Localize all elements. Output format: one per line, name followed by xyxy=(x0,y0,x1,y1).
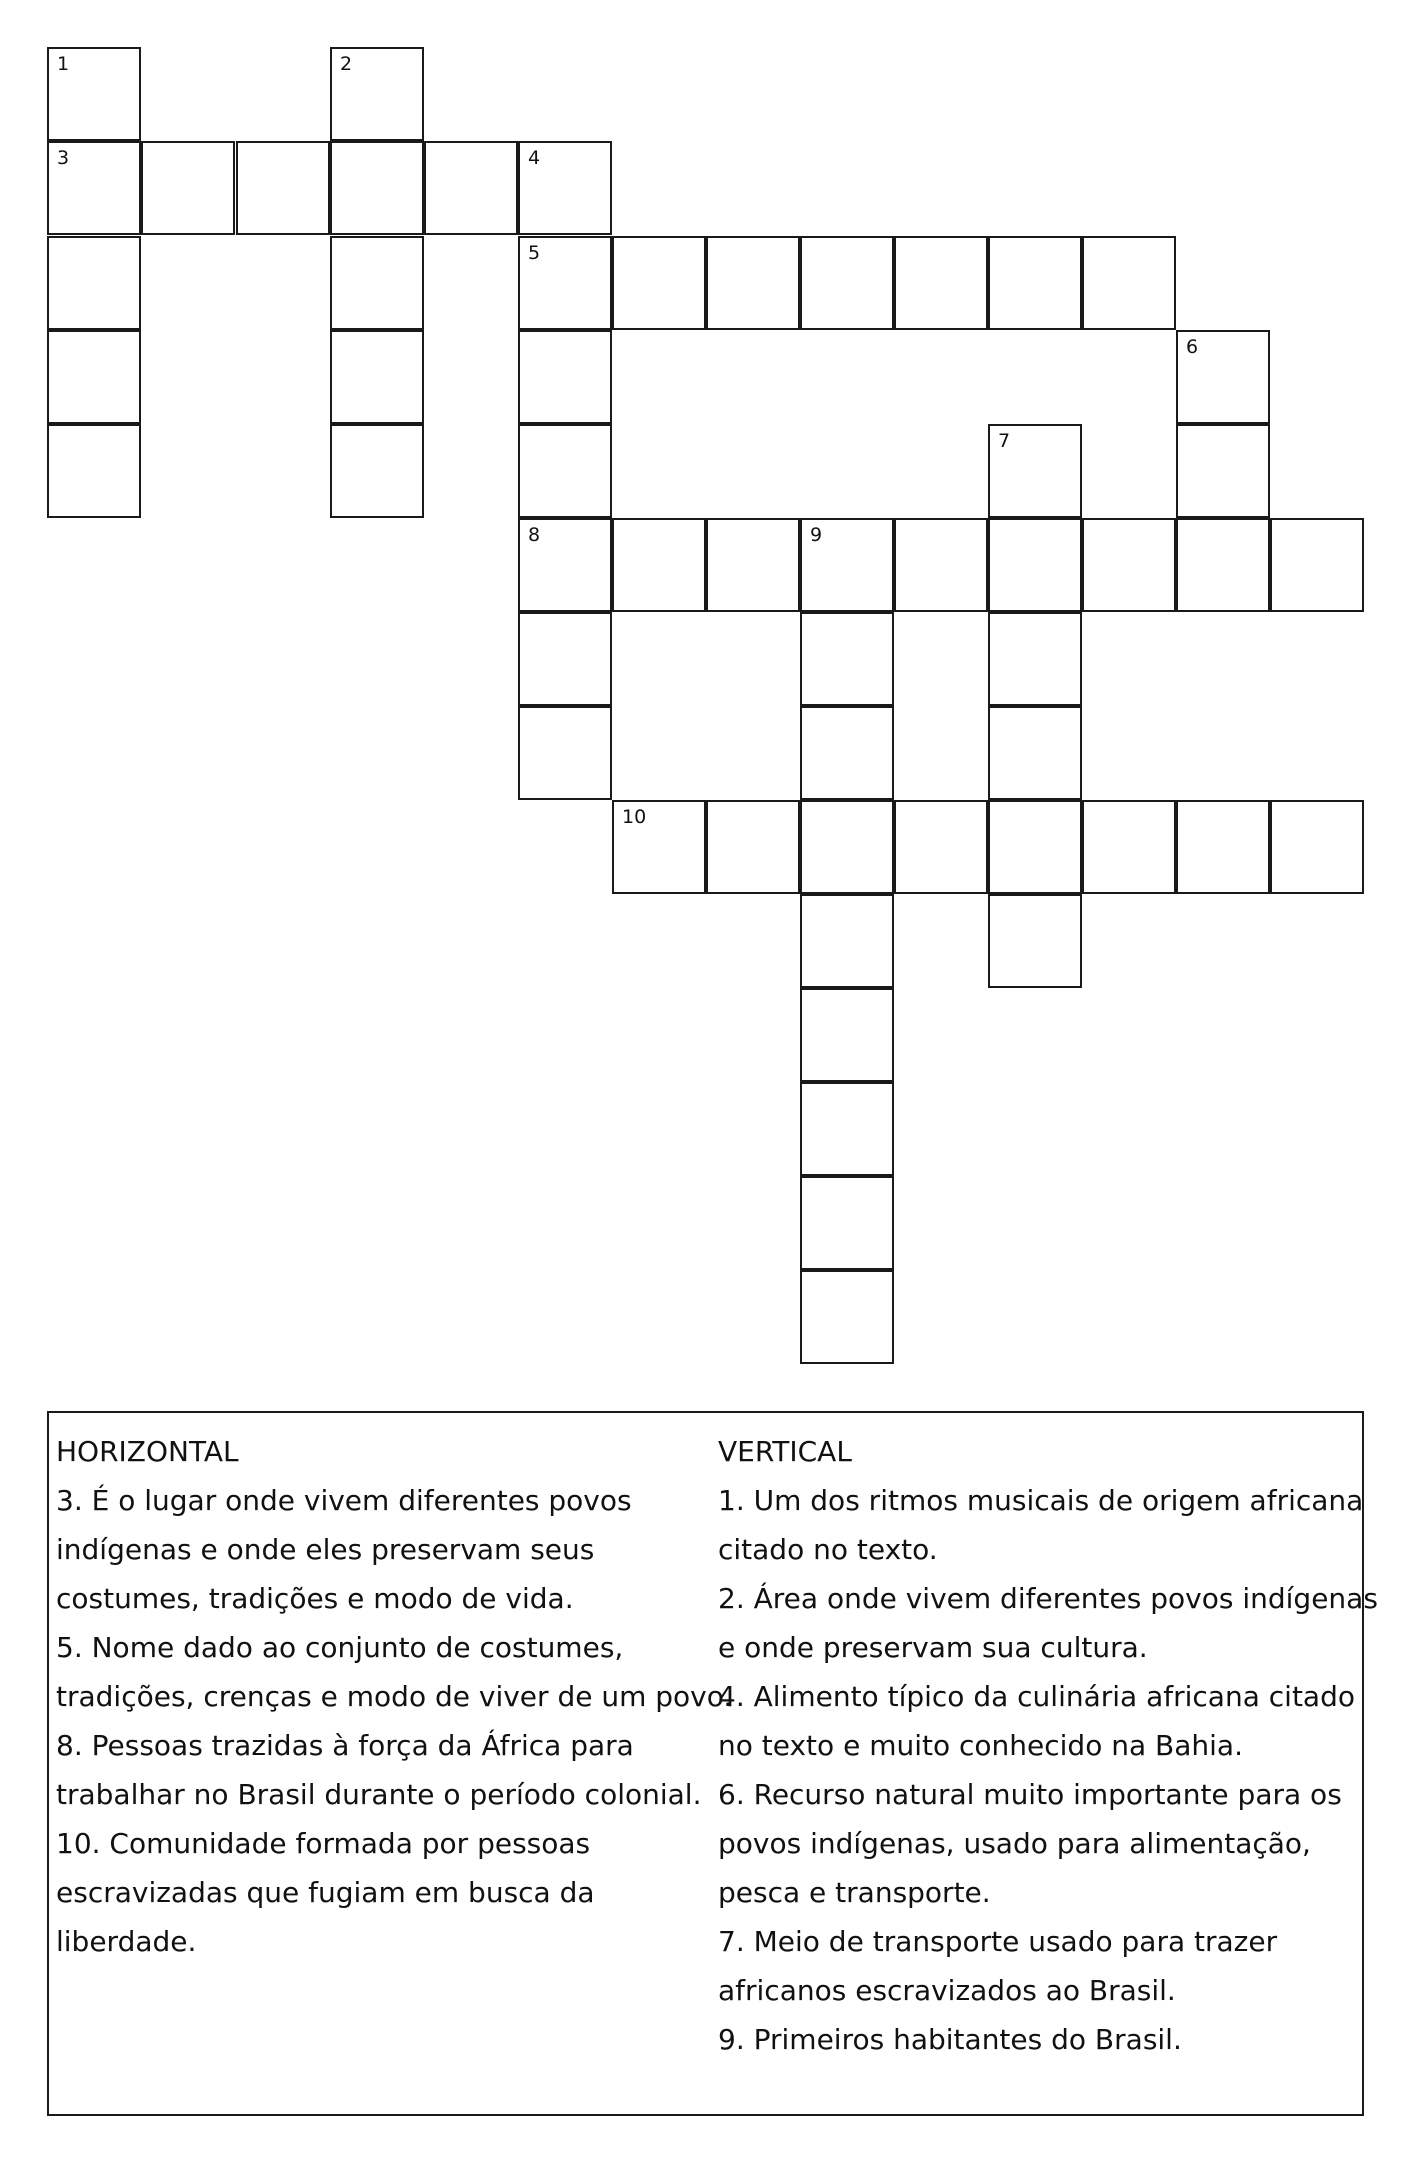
crossword-cell[interactable] xyxy=(518,236,612,330)
crossword-cell[interactable] xyxy=(518,424,612,518)
crossword-cell[interactable] xyxy=(236,141,330,235)
crossword-cell[interactable] xyxy=(330,236,424,330)
clue-number: 6 xyxy=(1186,336,1199,358)
crossword-cell[interactable] xyxy=(800,706,894,800)
crossword-cell[interactable] xyxy=(1176,424,1270,518)
clue-line: 7. Meio de transporte usado para trazer xyxy=(718,1925,1278,1958)
crossword-cell[interactable] xyxy=(894,518,988,612)
crossword-cell[interactable] xyxy=(800,1176,894,1270)
crossword-cell[interactable] xyxy=(330,141,424,235)
crossword-cell[interactable] xyxy=(47,330,141,424)
crossword-cell[interactable] xyxy=(894,236,988,330)
clue-line: pesca e transporte. xyxy=(718,1876,991,1909)
crossword-cell[interactable] xyxy=(1082,236,1176,330)
crossword-cell[interactable] xyxy=(988,612,1082,706)
crossword-cell[interactable] xyxy=(1176,800,1270,894)
crossword-cell[interactable] xyxy=(800,894,894,988)
clue-line: 9. Primeiros habitantes do Brasil. xyxy=(718,2023,1182,2056)
clue-line: 10. Comunidade formada por pessoas xyxy=(56,1827,591,1860)
clue-number: 7 xyxy=(998,430,1011,452)
horizontal-heading: HORIZONTAL xyxy=(56,1435,239,1468)
crossword-cell[interactable] xyxy=(47,424,141,518)
crossword-cell[interactable] xyxy=(988,706,1082,800)
clue-line: 6. Recurso natural muito importante para os xyxy=(718,1778,1342,1811)
crossword-cell[interactable] xyxy=(1176,518,1270,612)
crossword-cell[interactable] xyxy=(988,800,1082,894)
clue-line: indígenas e onde eles preservam seus xyxy=(56,1533,595,1566)
crossword-cell[interactable] xyxy=(706,236,800,330)
crossword-cell[interactable] xyxy=(612,518,706,612)
vertical-heading: VERTICAL xyxy=(718,1435,852,1468)
crossword-cell[interactable] xyxy=(988,236,1082,330)
clue-line: povos indígenas, usado para alimentação, xyxy=(718,1827,1311,1860)
crossword-cell[interactable] xyxy=(518,330,612,424)
clue-number: 3 xyxy=(57,147,70,169)
crossword-cell[interactable] xyxy=(612,236,706,330)
clue-line: tradições, crenças e modo de viver de um povo. xyxy=(56,1680,733,1713)
crossword-cell[interactable] xyxy=(518,612,612,706)
clue-line: 3. É o lugar onde vivem diferentes povos xyxy=(56,1484,632,1517)
crossword-cell[interactable] xyxy=(424,141,518,235)
clue-line: trabalhar no Brasil durante o período colonial. xyxy=(56,1778,702,1811)
crossword-cell[interactable] xyxy=(1176,330,1270,424)
clue-line: no texto e muito conhecido na Bahia. xyxy=(718,1729,1243,1762)
crossword-cell[interactable] xyxy=(612,800,706,894)
crossword-cell[interactable] xyxy=(518,706,612,800)
clue-number: 8 xyxy=(528,524,541,546)
clue-number: 4 xyxy=(528,147,541,169)
crossword-cell[interactable] xyxy=(1270,518,1364,612)
crossword-cell[interactable] xyxy=(800,612,894,706)
clue-line: 8. Pessoas trazidas à força da África para xyxy=(56,1729,634,1762)
crossword-cell[interactable] xyxy=(47,141,141,235)
crossword-cell[interactable] xyxy=(330,424,424,518)
clue-line: 1. Um dos ritmos musicais de origem africana xyxy=(718,1484,1364,1517)
crossword-cell[interactable] xyxy=(800,800,894,894)
clue-number: 5 xyxy=(528,242,541,264)
clue-line: citado no texto. xyxy=(718,1533,938,1566)
clue-line: 5. Nome dado ao conjunto de costumes, xyxy=(56,1631,624,1664)
crossword-cell[interactable] xyxy=(800,518,894,612)
crossword-cell[interactable] xyxy=(706,518,800,612)
clue-number: 2 xyxy=(340,53,353,75)
crossword-cell[interactable] xyxy=(706,800,800,894)
crossword-cell[interactable] xyxy=(518,518,612,612)
crossword-cell[interactable] xyxy=(1082,518,1176,612)
vertical-clues xyxy=(718,1427,1378,2064)
clue-line: escravizadas que fugiam em busca da xyxy=(56,1876,595,1909)
clue-number: 1 xyxy=(57,53,70,75)
crossword-cell[interactable] xyxy=(988,518,1082,612)
clue-line: 4. Alimento típico da culinária africana citado xyxy=(718,1680,1355,1713)
clue-line: e onde preservam sua cultura. xyxy=(718,1631,1148,1664)
crossword-cell[interactable] xyxy=(1082,800,1176,894)
crossword-cell[interactable] xyxy=(800,1082,894,1176)
clue-line: costumes, tradições e modo de vida. xyxy=(56,1582,574,1615)
crossword-cell[interactable] xyxy=(330,47,424,141)
crossword-cell[interactable] xyxy=(141,141,235,235)
crossword-cell[interactable] xyxy=(988,894,1082,988)
clue-number: 10 xyxy=(622,806,647,828)
crossword-cell[interactable] xyxy=(47,47,141,141)
crossword-cell[interactable] xyxy=(800,988,894,1082)
clue-line: africanos escravizados ao Brasil. xyxy=(718,1974,1176,2007)
horizontal-clues xyxy=(56,1427,733,1966)
crossword-cell[interactable] xyxy=(47,236,141,330)
crossword-cell[interactable] xyxy=(518,141,612,235)
crossword-cell[interactable] xyxy=(894,800,988,894)
crossword-cell[interactable] xyxy=(330,330,424,424)
crossword-cell[interactable] xyxy=(1270,800,1364,894)
clue-number: 9 xyxy=(810,524,823,546)
clues-box xyxy=(47,1411,1378,2116)
clue-line: 2. Área onde vivem diferentes povos indígenas xyxy=(718,1582,1378,1615)
crossword-cell[interactable] xyxy=(800,236,894,330)
clue-line: liberdade. xyxy=(56,1925,197,1958)
crossword-cell[interactable] xyxy=(988,424,1082,518)
crossword-cell[interactable] xyxy=(800,1270,894,1364)
